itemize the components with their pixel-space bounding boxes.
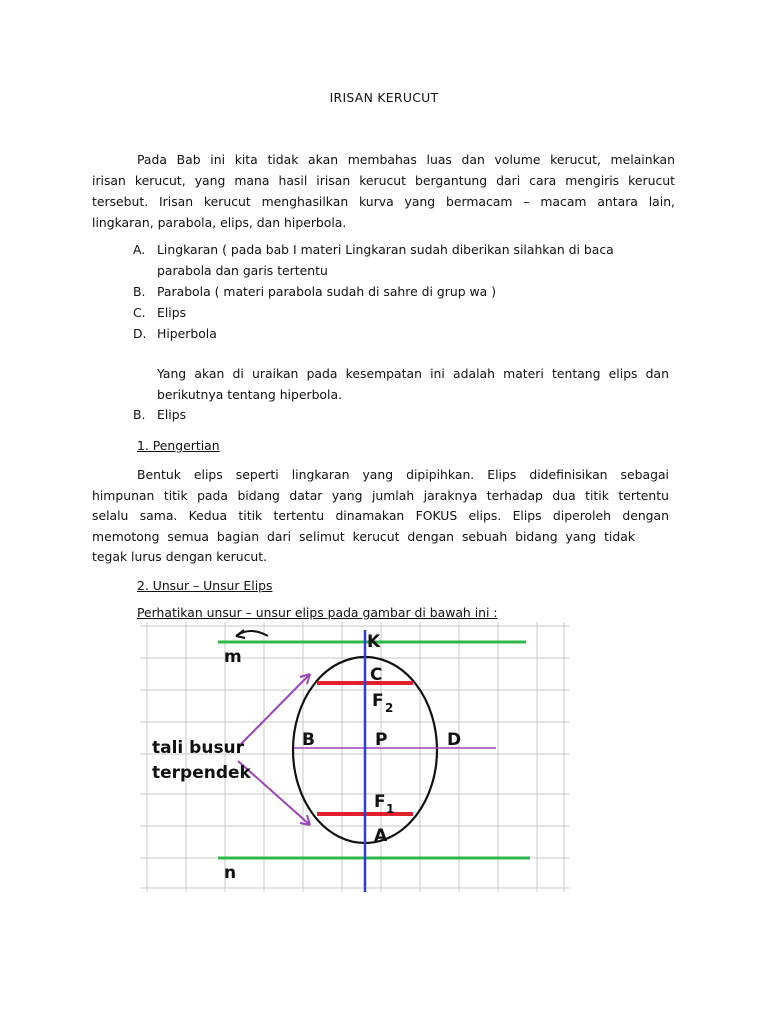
label-a: A bbox=[374, 826, 388, 846]
intro-line-last: lingkaran, parabola, elips, dan hiperbola. bbox=[92, 215, 347, 230]
definition-line: himpunan titik pada bidang datar yang jumlah jaraknya terhadap dua titik tertentu bbox=[92, 488, 669, 503]
definition-line: selalu sama. Kedua titik tertentu dinamakan FOKUS elips. Elips diperoleh dengan bbox=[92, 508, 669, 523]
list-text: Parabola ( materi parabola sudah di sahre di grup wa ) bbox=[157, 284, 497, 299]
label-f1: F bbox=[374, 792, 386, 812]
label-n: n bbox=[224, 863, 237, 883]
figure-caption: Perhatikan unsur – unsur elips pada gambar di bawah ini : bbox=[137, 605, 498, 620]
label-f2-sub: 2 bbox=[385, 701, 394, 715]
intro-line: tersebut. Irisan kerucut menghasilkan kurva yang bermacam – macam antara lain, bbox=[92, 194, 675, 209]
list-text: Hiperbola bbox=[157, 326, 217, 341]
list-marker: A. bbox=[133, 242, 146, 257]
list-text: Elips bbox=[157, 305, 187, 320]
label-d: D bbox=[447, 730, 462, 750]
label-terpendek: terpendek bbox=[152, 763, 251, 783]
label-f1-sub: 1 bbox=[386, 802, 395, 816]
intro-line: irisan kerucut, yang mana hasil irisan kerucut bergantung dari cara mengiris kerucut bbox=[92, 173, 675, 188]
label-m: m bbox=[224, 647, 242, 667]
page-title: IRISAN KERUCUT bbox=[329, 90, 439, 105]
list-marker: B. bbox=[133, 284, 146, 299]
note-line: berikutnya tentang hiperbola. bbox=[157, 387, 342, 402]
label-c: C bbox=[370, 665, 383, 685]
list-marker: C. bbox=[133, 305, 146, 320]
intro-line: Pada Bab ini kita tidak akan membahas luas dan volume kerucut, melainkan bbox=[137, 152, 675, 167]
definition-line-last: tegak lurus dengan kerucut. bbox=[92, 549, 268, 564]
definition-line: Bentuk elips seperti lingkaran yang dipipihkan. Elips didefinisikan sebagai bbox=[137, 467, 669, 482]
label-k: K bbox=[367, 632, 381, 652]
ellipse-diagram bbox=[140, 622, 570, 892]
label-b: B bbox=[302, 730, 315, 750]
section-title: Elips bbox=[157, 407, 187, 422]
list-text: parabola dan garis tertentu bbox=[157, 263, 328, 278]
definition-line: memotong semua bagian dari selimut kerucut dengan sebuah bidang yang tidak bbox=[92, 529, 635, 544]
subsection-title-pengertian: 1. Pengertian bbox=[137, 438, 220, 453]
label-p: P bbox=[375, 730, 388, 750]
section-marker: B. bbox=[133, 407, 146, 422]
note-line: Yang akan di uraikan pada kesempatan ini adalah materi tentang elips dan bbox=[157, 366, 669, 381]
list-marker: D. bbox=[133, 326, 147, 341]
subsection-title-unsur: 2. Unsur – Unsur Elips bbox=[137, 578, 273, 593]
list-text: Lingkaran ( pada bab I materi Lingkaran sudah diberikan silahkan di baca bbox=[157, 242, 614, 257]
label-f2: F bbox=[372, 691, 384, 711]
label-tali-busur: tali busur bbox=[152, 738, 245, 758]
pointer-arrows bbox=[238, 674, 310, 825]
